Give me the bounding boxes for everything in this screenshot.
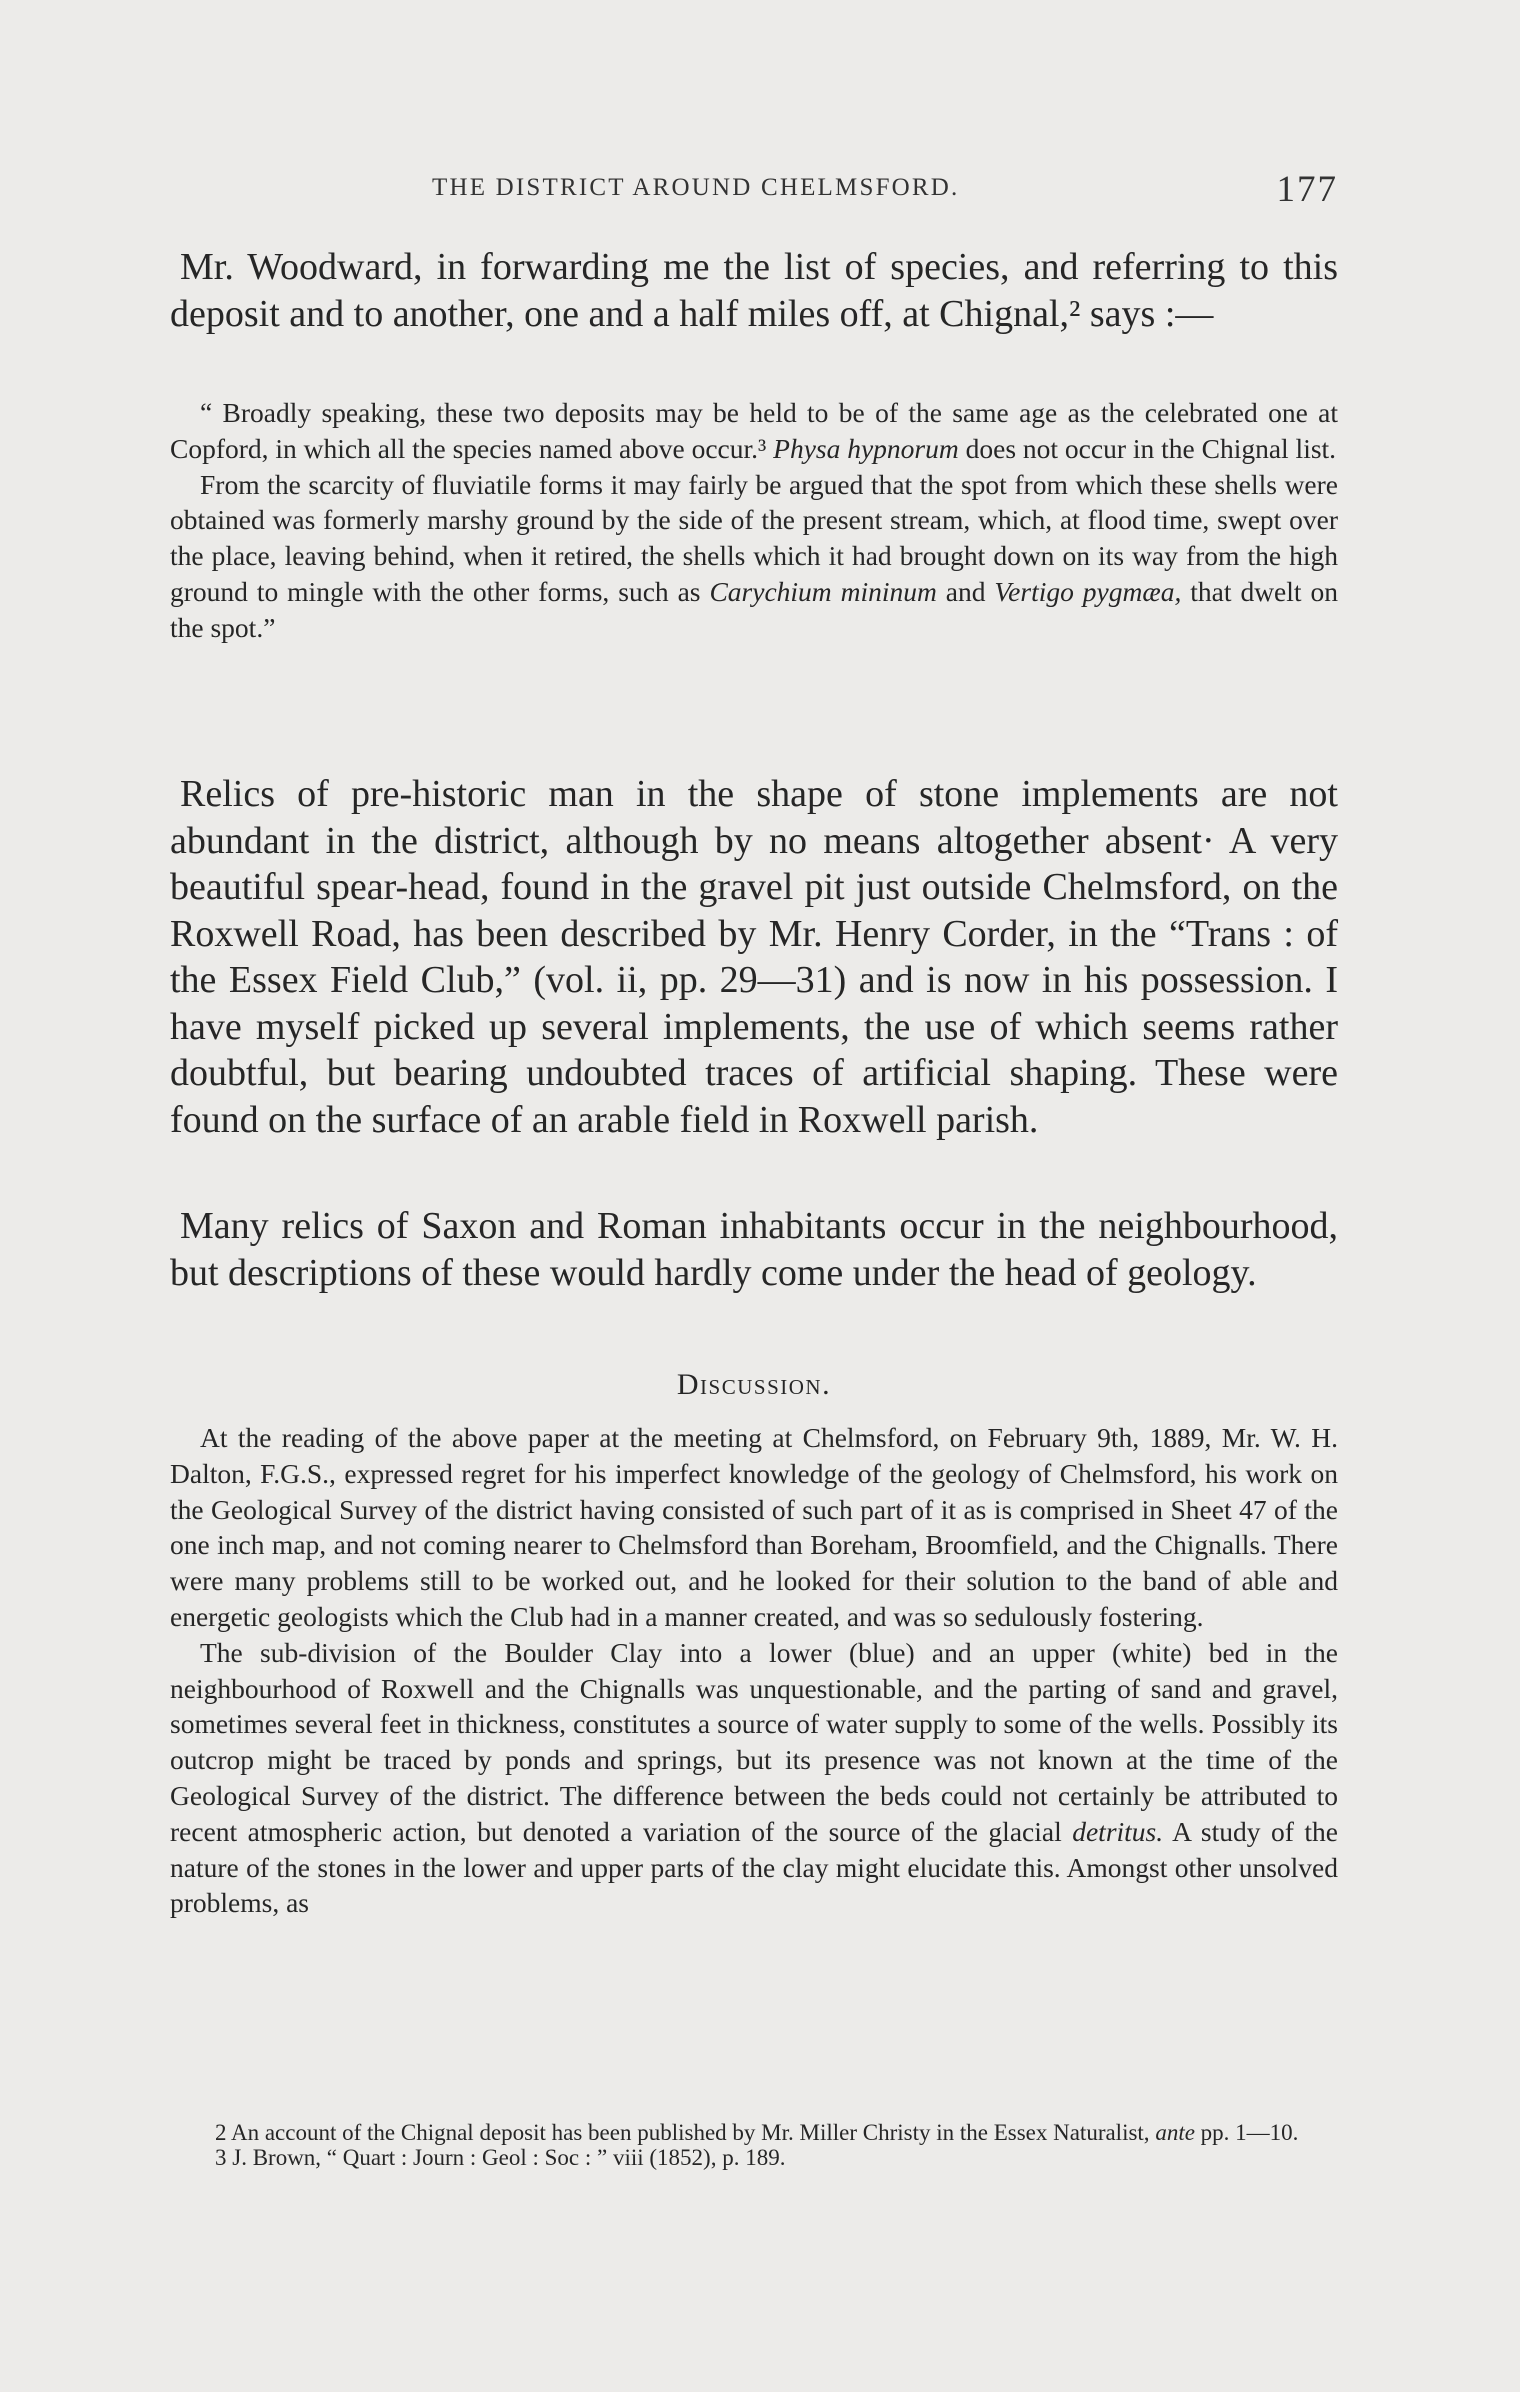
quote-paragraph-1 bbox=[170, 395, 1338, 467]
section-heading: Discussion. bbox=[676, 1368, 832, 1401]
body-paragraph: Mr. Woodward, in forwarding me the list of species, and referring to this deposit and to another, one and a half miles off, at Chignal,² says :— bbox=[170, 246, 1338, 335]
quote-paragraph-2 bbox=[170, 467, 1338, 646]
body-paragraph: Many relics of Saxon and Roman inhabitants occur in the neighbourhood, but descriptions of these would hardly come under the head of geology. bbox=[170, 1205, 1338, 1294]
discussion-text bbox=[170, 1420, 1338, 1921]
quote-text: and bbox=[936, 575, 995, 607]
running-head: THE DISTRICT AROUND CHELMSFORD. bbox=[432, 174, 960, 201]
discussion-paragraph-2 bbox=[170, 1635, 1338, 1921]
italic-species: Carychium mininum bbox=[709, 575, 937, 607]
page-number: 177 bbox=[1276, 169, 1338, 210]
paragraph-saxon bbox=[170, 1203, 1338, 1296]
italic-species: Physa hypnorum bbox=[773, 432, 959, 464]
quote-text: “ Broadly speaking, these two deposits may be held to be of the same age as the celebrated one at Copford, in which all the species named above occur.³ bbox=[170, 397, 1338, 464]
footnotes bbox=[170, 2120, 1338, 2170]
footnote-text: 2 An account of the Chignal deposit has been published by Mr. Miller Christy in the Essex Naturalist, bbox=[215, 2120, 1156, 2145]
paragraph-relics bbox=[170, 771, 1338, 1143]
discussion-text-run: A study of the nature of the stones in the lower and upper parts of the clay might elucidate this. Amongst other unsolved problems, as bbox=[170, 1815, 1339, 1919]
page-header bbox=[170, 168, 1338, 218]
quote-text: does not occur in the Chignal list. bbox=[958, 432, 1337, 464]
italic-term: detritus. bbox=[1072, 1815, 1164, 1847]
body-paragraph: Relics of pre-historic man in the shape of stone implements are not abundant in the district, although by no means altogether absent· A very beautiful spear-head, found in the gravel pit just outside Chelmsford, on the Roxwell Road, has been described by Mr. Henry Corder, in the “Trans : of the Essex Field Club,” (vol. ii, pp. 29—31) and is now in his possession. I have myself picked up several implements, the use of which seems rather doubtful, but bearing undoubted traces of artificial shaping. These were found on the surface of an arable field in Roxwell parish. bbox=[170, 773, 1338, 1141]
italic-species: Vertigo pygmæa, bbox=[994, 575, 1182, 607]
quote-text: that dwelt on the spot.” bbox=[170, 575, 1338, 643]
quotation bbox=[170, 395, 1338, 646]
quote-text: From the scarcity of fluviatile forms it may fairly be argued that the spot from which these shells were obtained was formerly marshy ground by the side of the present stream, which, at flood time, swept over the place, leaving behind, when it retired, the shells which it had brought down on its way from the high ground to mingle with the other forms, such as bbox=[170, 468, 1338, 607]
discussion-paragraph-1: At the reading of the above paper at the meeting at Chelmsford, on February 9th, 1889, Mr. W. H. Dalton, F.G.S., expressed regret for his imperfect knowledge of the geology of Chelmsford, his work on the Geological Survey of the district having consisted of such part of it as is comprised in Sheet 47 of the one inch map, and not coming nearer to Chelmsford than Boreham, Broomfield, and the Chignalls. There were many problems still to be worked out, and he looked for their solution to the band of able and energetic geologists which the Club had in a manner created, and was so sedulously fostering. bbox=[170, 1422, 1338, 1632]
discussion-text-run: The sub-division of the Boulder Clay into a lower (blue) and an upper (white) bed in the neighbourhood of Roxwell and the Chignalls was unquestionable, and the parting of sand and gravel, sometimes several feet in thickness, constitutes a source of water supply to some of the wells. Possibly its outcrop might be traced by ponds and springs, but its presence was not known at the time of the Geological Survey of the district. The difference between the beds could not certainly be attributed to recent atmospheric action, but denoted a variation of the source of the glacial bbox=[170, 1636, 1338, 1847]
footnote-3: 3 J. Brown, “ Quart : Journ : Geol : Soc : ” viii (1852), p. 189. bbox=[215, 2145, 786, 2170]
footnote-text: pp. 1—10. bbox=[1194, 2120, 1299, 2145]
paragraph-woodward bbox=[170, 244, 1338, 337]
footnote-italic: ante bbox=[1155, 2120, 1195, 2145]
footnote-2 bbox=[170, 2120, 1338, 2145]
